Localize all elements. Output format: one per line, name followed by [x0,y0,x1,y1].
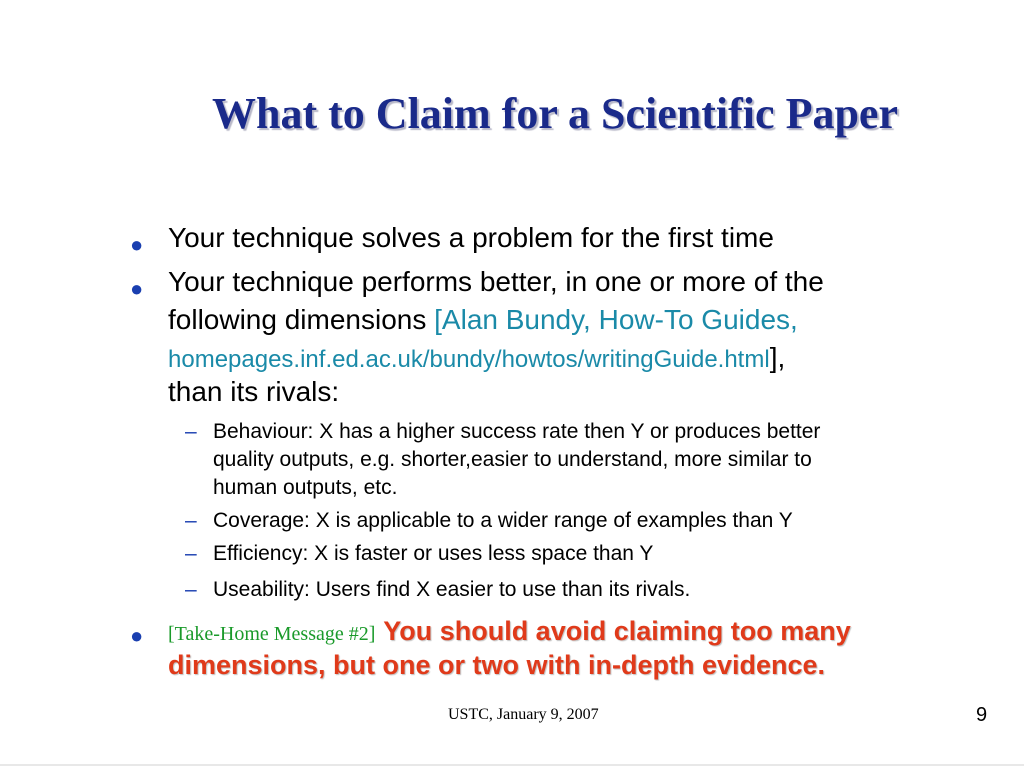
dash-icon: – [185,509,197,532]
sub-bullet-line: Useability: Users find X easier to use than its rivals. [213,578,691,601]
dash-icon: – [185,542,197,565]
take-home-emphasis-2: dimensions, but one or two with in-depth evidence. [168,650,826,680]
sub-bullet-line: Behaviour: X has a higher success rate then Y or produces better [213,420,821,443]
sub-bullet-line: Efficiency: X is faster or uses less space than Y [213,542,654,565]
take-home-emphasis-1: You should avoid claiming too many [383,616,851,646]
bullet-dot-icon: ● [130,232,144,257]
bullet-2-line-4: than its rivals: [168,376,340,407]
bullet-dot-icon: ● [130,623,144,648]
slide-footer: USTC, January 9, 2007 [448,706,599,723]
reference-close: ], [769,342,786,373]
bullet-2-line-3 [168,340,785,378]
reference-url: homepages.inf.ed.ac.uk/bundy/howtos/writingGuide.html [168,346,770,373]
sub-bullet-line: human outputs, etc. [213,476,398,499]
dash-icon: – [185,420,197,443]
bottom-divider [0,764,1024,766]
take-home-tag: [Take-Home Message #2] [168,623,376,645]
sub-bullet-line: Coverage: X is applicable to a wider range of examples than Y [213,509,793,532]
bullet-2-line-2 [168,302,798,338]
page-number: 9 [976,704,988,726]
slide-title: What to Claim for a Scientific Paper [212,89,898,138]
take-home-line-2 [168,647,825,683]
reference-citation: [Alan Bundy, How-To Guides, [434,304,798,335]
bullet-2-line-1: Your technique performs better, in one or more of the [168,266,824,297]
bullet-2-line-2-text: following dimensions [168,304,435,335]
sub-bullet-line: quality outputs, e.g. shorter,easier to understand, more similar to [213,448,812,471]
bullet-dot-icon: ● [130,276,144,301]
dash-icon: – [185,578,197,601]
bullet-1-text: Your technique solves a problem for the first time [168,222,774,253]
